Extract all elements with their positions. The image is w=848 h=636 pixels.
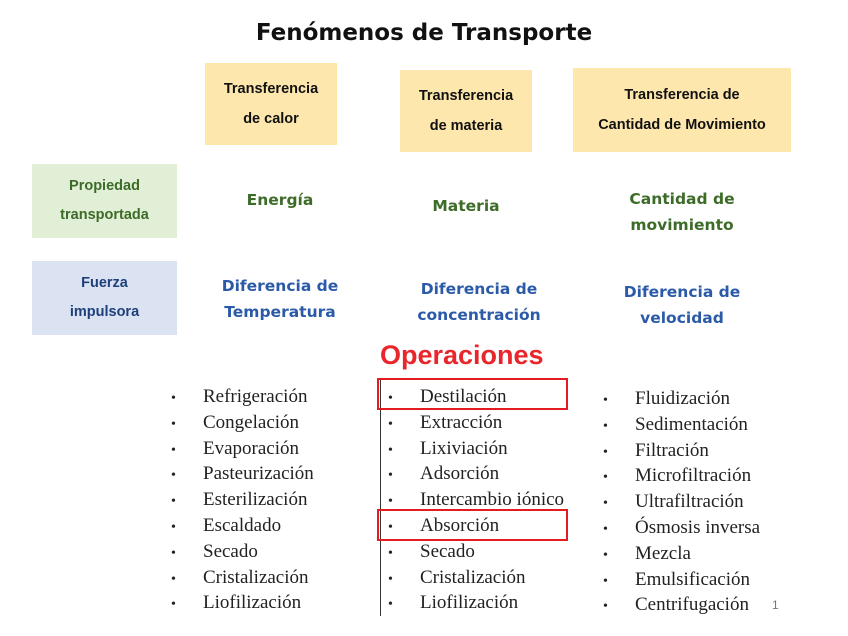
list-item: • Fluidización <box>603 386 760 412</box>
bullet-icon: • <box>603 573 608 589</box>
bullet-icon: • <box>171 571 176 587</box>
bullet-icon: • <box>388 442 393 458</box>
bullet-icon: • <box>603 444 608 460</box>
highlight-box-absorcion <box>377 509 568 541</box>
list-item: • Ósmosis inversa <box>603 515 760 541</box>
list-item: • Absorción <box>388 513 564 539</box>
list-item: • Secado <box>171 539 314 565</box>
list-item: • Intercambio iónico <box>388 487 564 513</box>
bullet-icon: • <box>603 521 608 537</box>
bullet-icon: • <box>171 545 176 561</box>
list-item: • Liofilización <box>388 590 564 616</box>
bullet-icon: • <box>388 416 393 432</box>
list-item: • Cristalización <box>388 565 564 591</box>
bullet-icon: • <box>388 597 393 613</box>
list-item: • Pasteurización <box>171 461 314 487</box>
column-divider <box>380 380 381 616</box>
bullet-icon: • <box>171 391 176 406</box>
list-item: • Destilación <box>388 384 564 410</box>
bullet-icon: • <box>171 494 176 510</box>
bullet-icon: • <box>171 416 176 432</box>
operations-list-heat <box>171 384 314 616</box>
bullet-icon: • <box>603 393 608 408</box>
bullet-icon: • <box>171 597 176 613</box>
bullet-icon: • <box>388 468 393 484</box>
bullet-icon: • <box>171 519 176 535</box>
header-heat-transfer: Transferencia de calor <box>205 63 337 145</box>
cell-concentration-difference: Diferencia de concentración <box>417 280 541 324</box>
cell-matter: Materia <box>432 197 500 215</box>
slide-title: Fenómenos de Transporte <box>255 20 593 46</box>
bullet-icon: • <box>171 468 176 484</box>
header-mass-transfer: Transferencia de materia <box>400 70 532 152</box>
list-item: • Escaldado <box>171 513 314 539</box>
bullet-icon: • <box>603 547 608 563</box>
operations-title: Operaciones <box>380 340 544 370</box>
bullet-icon: • <box>603 470 608 486</box>
list-item: • Liofilización <box>171 590 314 616</box>
list-item: • Esterilización <box>171 487 314 513</box>
list-item: • Evaporación <box>171 436 314 462</box>
list-item: • Centrifugación <box>603 592 760 618</box>
bullet-icon: • <box>603 496 608 512</box>
bullet-icon: • <box>388 519 393 535</box>
bullet-icon: • <box>388 391 393 406</box>
cell-momentum: Cantidad de movimiento <box>629 190 735 234</box>
list-item: • Microfiltración <box>603 463 760 489</box>
bullet-icon: • <box>388 571 393 587</box>
cell-energy: Energía <box>246 191 314 209</box>
list-item: • Extracción <box>388 410 564 436</box>
list-item: • Congelación <box>171 410 314 436</box>
row-label-transported-property: Propiedad transportada <box>32 164 177 238</box>
list-item: • Lixiviación <box>388 436 564 462</box>
list-item: • Cristalización <box>171 565 314 591</box>
bullet-icon: • <box>388 545 393 561</box>
row-label-driving-force: Fuerza impulsora <box>32 261 177 335</box>
list-item: • Adsorción <box>388 461 564 487</box>
list-item: • Emulsificación <box>603 567 760 593</box>
operations-list-mass <box>388 384 564 616</box>
list-item: • Mezcla <box>603 541 760 567</box>
list-item: • Ultrafiltración <box>603 489 760 515</box>
list-item: • Refrigeración <box>171 384 314 410</box>
bullet-icon: • <box>388 494 393 510</box>
highlight-box-destilacion <box>377 378 568 410</box>
page-number: 1 <box>772 598 779 612</box>
header-momentum-transfer: Transferencia de Cantidad de Movimiento <box>573 68 791 152</box>
bullet-icon: • <box>603 599 608 615</box>
cell-velocity-difference: Diferencia de velocidad <box>623 283 741 327</box>
operations-list-momentum <box>603 386 760 618</box>
cell-temperature-difference: Diferencia de Temperatura <box>221 277 339 321</box>
list-item: • Filtración <box>603 438 760 464</box>
list-item: • Secado <box>388 539 564 565</box>
bullet-icon: • <box>171 442 176 458</box>
list-item: • Sedimentación <box>603 412 760 438</box>
bullet-icon: • <box>603 418 608 434</box>
